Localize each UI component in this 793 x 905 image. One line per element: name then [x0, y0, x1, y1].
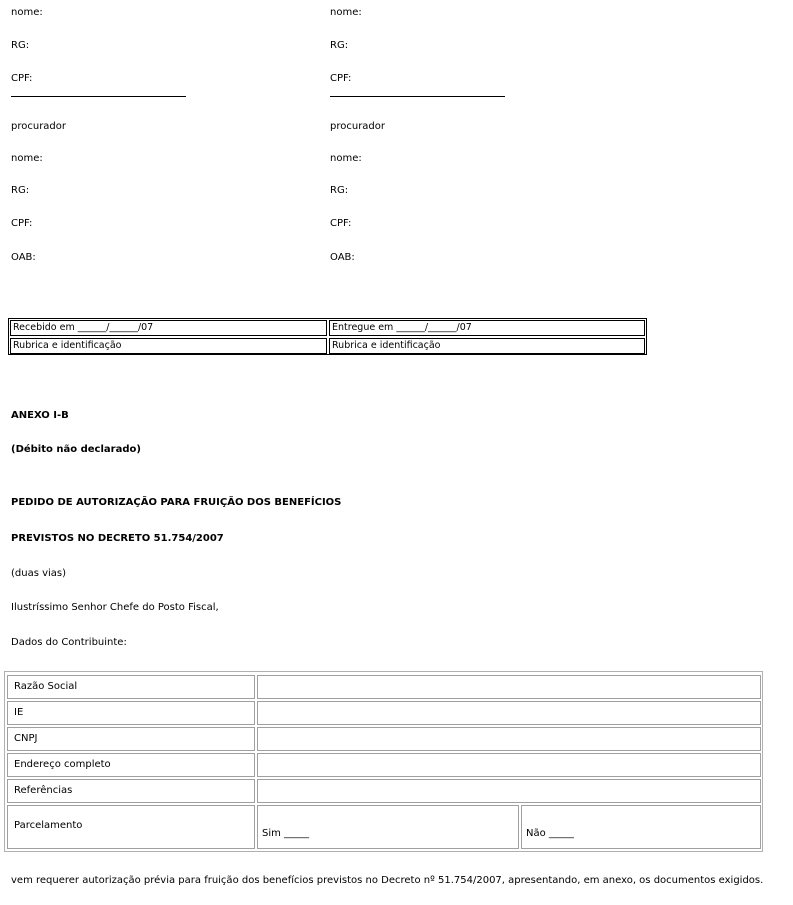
label-ie: IE — [7, 701, 255, 725]
annex-title: ANEXO I-B — [11, 410, 69, 421]
annex-data-label: Dados do Contribuinte: — [11, 637, 127, 648]
label-parcelamento: Parcelamento — [7, 805, 255, 849]
sig-right-nome: nome: — [330, 7, 362, 18]
label-razao-social: Razão Social — [7, 675, 255, 699]
proc-right-nome: nome: — [330, 153, 362, 164]
receipt-entregue: Entregue em ______/______/07 — [329, 320, 645, 336]
label-referencias: Referências — [7, 779, 255, 803]
sig-left-rg: RG: — [11, 40, 30, 51]
signature-line-right — [330, 96, 505, 97]
proc-right-rg: RG: — [330, 185, 349, 196]
signature-line-left — [11, 96, 186, 97]
proc-left-oab: OAB: — [11, 252, 36, 263]
field-ie[interactable] — [257, 701, 761, 725]
sig-left-nome: nome: — [11, 7, 43, 18]
proc-left-nome: nome: — [11, 153, 43, 164]
annex-salutation: Ilustríssimo Senhor Chefe do Posto Fiscal, — [11, 602, 219, 613]
field-razao-social[interactable] — [257, 675, 761, 699]
proc-right-oab: OAB: — [330, 252, 355, 263]
sig-left-cpf: CPF: — [11, 73, 33, 84]
option-nao: Não _____ — [526, 828, 574, 839]
option-sim: Sim _____ — [262, 828, 310, 839]
closing-paragraph: vem requerer autorização prévia para fruição dos benefícios previstos no Decreto nº 51.754/2007, apresentando, em anexo, os documentos exigidos. — [11, 875, 764, 886]
field-cnpj[interactable] — [257, 727, 761, 751]
field-parcelamento-sim[interactable] — [257, 805, 519, 849]
receipt-table — [8, 318, 647, 355]
field-parcelamento-nao[interactable] — [521, 805, 761, 849]
proc-left-rg: RG: — [11, 185, 30, 196]
annex-heading-2: PREVISTOS NO DECRETO 51.754/2007 — [11, 533, 224, 544]
receipt-rubrica-right: Rubrica e identificação — [329, 338, 645, 354]
receipt-rubrica-left: Rubrica e identificação — [10, 338, 327, 354]
proc-left-title: procurador — [11, 121, 67, 132]
field-referencias[interactable] — [257, 779, 761, 803]
proc-left-cpf: CPF: — [11, 218, 33, 229]
annex-heading-1: PEDIDO DE AUTORIZAÇÃO PARA FRUIÇÃO DOS BENEFÍCIOS — [11, 497, 342, 508]
proc-right-cpf: CPF: — [330, 218, 352, 229]
sig-right-cpf: CPF: — [330, 73, 352, 84]
field-endereco[interactable] — [257, 753, 761, 777]
label-endereco: Endereço completo — [7, 753, 255, 777]
sig-right-rg: RG: — [330, 40, 349, 51]
receipt-recebido: Recebido em ______/______/07 — [10, 320, 327, 336]
label-cnpj: CNPJ — [7, 727, 255, 751]
proc-right-title: procurador — [330, 121, 386, 132]
annex-subtitle: (Débito não declarado) — [11, 444, 141, 455]
annex-copies: (duas vias) — [11, 568, 67, 579]
contributor-table — [4, 671, 763, 852]
